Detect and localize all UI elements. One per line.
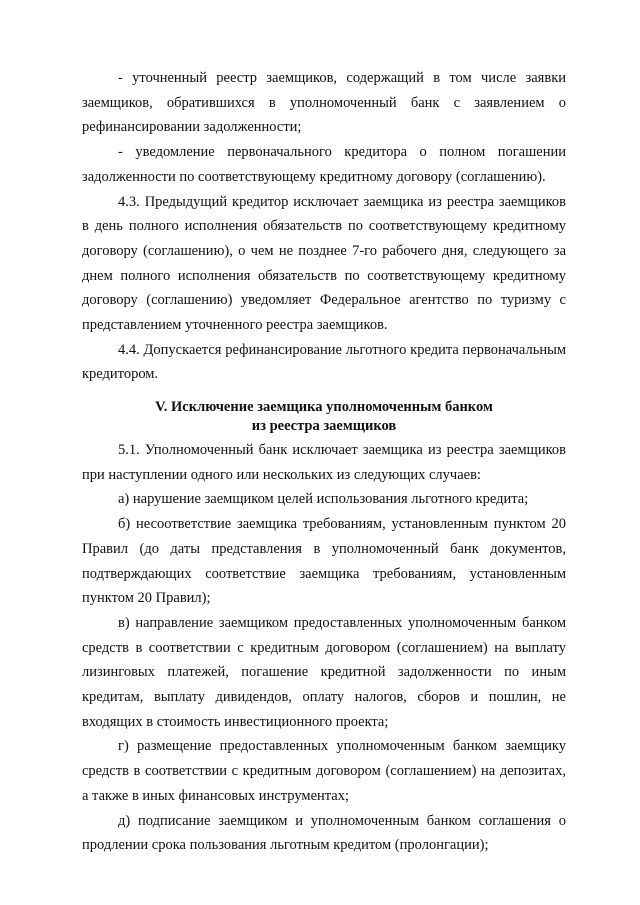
- paragraph-5-1: 5.1. Уполномоченный банк исключает заемщика из реестра заемщиков при наступлении одного или нескольких из следующих случаев:: [82, 442, 566, 483]
- section-heading-line1: V. Исключение заемщика уполномоченным банком: [155, 399, 493, 415]
- section-heading-line2: из реестра заемщиков: [251, 418, 397, 434]
- paragraph-registry: - уточненный реестр заемщиков, содержащий в том числе заявки заемщиков, обратившихся в уполномоченный банк с заявлением о рефинансировании задолженности;: [82, 70, 566, 136]
- list-item-g: г) размещение предоставленных уполномоченным банком заемщику средств в соответствии с кредитным договором (соглашением) на депозитах, а также в иных финансовых инструментах;: [82, 738, 566, 804]
- section-heading: [82, 398, 566, 436]
- paragraph-4-4: 4.4. Допускается рефинансирование льготного кредита первоначальным кредитором.: [82, 341, 566, 383]
- paragraph-4-3: 4.3. Предыдущий кредитор исключает заемщика из реестра заемщиков в день полного исполнения обязательств по соответствующему кредитному договору (соглашению), о чем не позднее 7-го рабочего дня, следующего за днем полного исполнения обязательств по соответствующему кредитному договору (соглашению) уведомляет Федеральное агентство по туризму с представлением уточненного реестра заемщиков.: [82, 193, 566, 334]
- text-block-top: [82, 66, 566, 387]
- list-item-d: д) подписание заемщиком и уполномоченным банком соглашения о продлении срока пользования льготным кредитом (пролонгации);: [82, 812, 566, 854]
- list-item-v: в) направление заемщиком предоставленных уполномоченным банком средств в соответствии с кредитным договором (соглашением) на выплату лизинговых платежей, погашение кредитной задолженности по иным кредитам, выплату дивидендов, оплату налогов, сборов и пошлин, не входящих в стоимость инвестиционного проекта;: [82, 614, 566, 730]
- text-block-bottom: [82, 438, 566, 858]
- paragraph-notification: - уведомление первоначального кредитора о полном погашении задолженности по соответствующему кредитному договору (соглашению).: [82, 144, 566, 185]
- list-item-a: а) нарушение заемщиком целей использования льготного кредита;: [118, 491, 529, 508]
- list-item-b: б) несоответствие заемщика требованиям, установленным пунктом 20 Правил (до даты представления в уполномоченный банк документов, подтверждающих соответствие заемщика требованиям, установленным пунктом 20 Правил);: [82, 516, 566, 607]
